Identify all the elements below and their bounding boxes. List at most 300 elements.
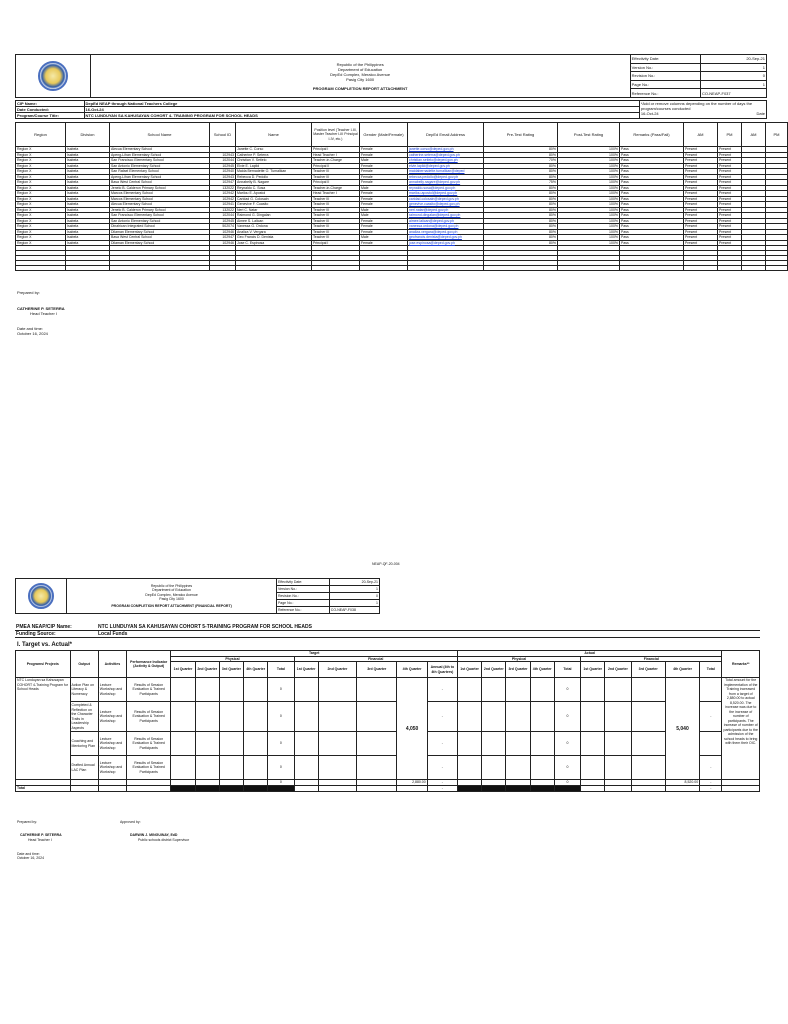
actual-physical-header: Physical [457, 656, 580, 662]
email-link[interactable]: rebecca.pedollo@deped.gov.ph [408, 174, 484, 180]
agency-line: Pasig City 1600 [159, 597, 184, 602]
table-cell: 80% [484, 169, 558, 175]
info-label: Date Conducted: [16, 107, 85, 113]
doc2-prepared-label: Prepared by: [17, 820, 38, 824]
email-link[interactable]: jose.espinosa@deped.gov.ph [408, 240, 484, 246]
meta-label: Version No.: [630, 63, 700, 72]
table-cell: Region X [16, 229, 66, 235]
table-cell: Present [684, 229, 718, 235]
table-cell: 102943 [210, 152, 236, 158]
actual-physical-total: 0 [554, 702, 580, 732]
table-cell: Teacher III [312, 207, 360, 213]
table-cell: 102942 [210, 196, 236, 202]
table-cell: Catherine P. Seterra [236, 152, 312, 158]
table-cell: Janette C. Corso [236, 147, 312, 153]
column-header: Name [236, 123, 312, 147]
email-link[interactable]: analiza.vergara@deped.gov.ph [408, 229, 484, 235]
target-header: Target [171, 651, 458, 657]
email-link[interactable]: raimond.dingalan@deped.gov.ph [408, 213, 484, 219]
table-cell: Region X [16, 240, 66, 246]
col-indicator-header: Performance Indicator (Activity & Output) [127, 651, 171, 678]
table-cell: Present [684, 180, 718, 186]
email-link[interactable]: catherine.seterra@deped.gov.ph [408, 152, 484, 158]
doc1-date-label: Date and time: [17, 326, 44, 331]
table-cell: Pass [620, 147, 684, 153]
doc2-header [15, 578, 380, 614]
table-cell: 100% [558, 169, 620, 175]
table-cell: Region X [16, 202, 66, 208]
table-cell: Present [684, 213, 718, 219]
table-cell: Female [360, 191, 408, 197]
table-cell: 132022 [210, 207, 236, 213]
table-cell: Dinahican Integrated School [110, 224, 210, 230]
meta-value: 0 [329, 592, 379, 599]
fin-quarter-header: Annual (4th to 4th Quarters) [427, 662, 457, 678]
actual-physical-total: 0 [554, 756, 580, 780]
table-cell: Analiza V. Vergara [236, 229, 312, 235]
table-cell: 80% [484, 147, 558, 153]
dash-cell: - [427, 702, 457, 732]
table-cell: Present [718, 185, 742, 191]
meta-value: 1 [329, 585, 379, 592]
table-cell: Rebecca D. Pedollo [236, 174, 312, 180]
table-cell: Female [360, 202, 408, 208]
column-header: AM [742, 123, 766, 147]
table-cell: Pass [620, 152, 684, 158]
email-link[interactable]: neri.natar@deped.gov.ph [408, 207, 484, 213]
table-cell: Pass [620, 180, 684, 186]
meta-value: 20-Sep-21 [329, 579, 379, 586]
meta-label: Effectivity Date: [276, 579, 329, 586]
table-cell: Pass [620, 163, 684, 169]
table-cell: Region X [16, 224, 66, 230]
table-cell: Female [360, 229, 408, 235]
info-label: Program/Course Title: [16, 113, 85, 119]
agency-line: Department of Education [338, 66, 383, 72]
dash-cell: - [700, 786, 722, 792]
table-cell: Female [360, 218, 408, 224]
table-cell: Present [684, 152, 718, 158]
table-cell: Present [718, 158, 742, 164]
table-cell: 80% [484, 224, 558, 230]
activities-cell: Lecture Workshop and Workshop [98, 756, 126, 780]
table-cell: Marcos Elementary School [110, 196, 210, 202]
info-value: DepEd NEAP through National Teachers College [84, 101, 639, 107]
table-cell: Pass [620, 229, 684, 235]
table-cell: Present [684, 224, 718, 230]
table-header-row [16, 123, 788, 147]
table-cell: Isabela [66, 229, 110, 235]
table-cell: Present [684, 202, 718, 208]
actual-fin-amount: 5,040 [665, 678, 699, 780]
fin-quarter-header: 2nd Quarter [605, 662, 631, 678]
table-cell: 80% [484, 240, 558, 246]
doc1-seal-cell [16, 55, 91, 98]
agency-line: Republic of the Philippines [150, 583, 193, 588]
column-header: Post-Test Rating [558, 123, 620, 147]
table-cell: Present [684, 240, 718, 246]
table-cell: Isabela [66, 202, 110, 208]
table-cell: Isabela [66, 174, 110, 180]
table-cell: Isabela [66, 185, 110, 191]
table-cell: Principal II [312, 163, 360, 169]
activities-cell: Lecture Workshop and Workshop [98, 678, 126, 702]
table-cell: Geo Francis D. Denista [236, 235, 312, 241]
table-cell: Isabela [66, 147, 110, 153]
dash-cell: - [700, 702, 722, 732]
table-cell: Isabela [66, 180, 110, 186]
table-cell: Present [718, 163, 742, 169]
indicator-cell: Results of Session Evaluation & Trained Participants [127, 756, 171, 780]
table-cell: Region X [16, 180, 66, 186]
dash-cell: - [427, 780, 457, 786]
fin-quarter-header: 1st Quarter [294, 662, 318, 678]
program-name: NTC Lunduyan sa Kahusayan COHORT 4-Training Program for School Heads [16, 678, 71, 780]
info-label: CIP Name: [16, 101, 85, 107]
table-cell: Teacher III [312, 196, 360, 202]
table-cell: Present [684, 196, 718, 202]
doc2-seal-cell [16, 579, 67, 614]
total-row [16, 786, 760, 792]
table-cell: 100% [558, 213, 620, 219]
table-cell: Present [684, 163, 718, 169]
fin-quarter-header: 4th Quarter [397, 662, 427, 678]
output-cell: Action Plan on Literacy & Numeracy [70, 678, 98, 702]
meta-value: 0 [700, 72, 766, 81]
col-programs-header: Programs/ Projects [16, 651, 71, 678]
table-cell: Female [360, 163, 408, 169]
table-cell: Present [718, 207, 742, 213]
column-header: Gender (Male/Female) [360, 123, 408, 147]
table-cell: 102940 [210, 169, 236, 175]
email-link[interactable]: christian.setielo@deped.gov.ph [408, 158, 484, 164]
table-cell: Isabela [66, 158, 110, 164]
email-link[interactable]: maidabernadette.tumalikan@deped [408, 169, 484, 175]
email-link[interactable]: vanessa.ordona@deped.gov.ph [408, 224, 484, 230]
fin-quarter-header: 2nd Quarter [318, 662, 356, 678]
table-cell: 75% [484, 180, 558, 186]
table-cell: Pass [620, 218, 684, 224]
note-date: 16-Oct-24 [640, 111, 659, 116]
table-row [16, 756, 760, 780]
table-cell: Apeng-Lihan Elementary School [110, 152, 210, 158]
table-cell: Present [684, 207, 718, 213]
note-date-label: Date [756, 111, 765, 116]
table-cell: Vanessa G. Ordona [236, 224, 312, 230]
table-cell: Marilou E. Apostol [236, 191, 312, 197]
table-cell: Female [360, 147, 408, 153]
table-cell: 80% [484, 213, 558, 219]
table-cell: Teacher III [312, 174, 360, 180]
fin-quarter-header: 3rd Quarter [631, 662, 665, 678]
subtotal-actual: 8,520.00 [665, 780, 699, 786]
table-cell: Isabela [66, 196, 110, 202]
email-link[interactable]: marilou.apostol@deped.gov.ph [408, 191, 484, 197]
table-cell: Female [360, 240, 408, 246]
col-output-header: Output [70, 651, 98, 678]
doc1-prepared-label: Prepared by: [17, 290, 40, 295]
column-header: Position level (Teacher I-III, Master Teacher I-III Principal I-IV, etc.) [312, 123, 360, 147]
table-cell: 102946 [210, 229, 236, 235]
table-cell: Present [718, 169, 742, 175]
doc1-participants-table [15, 122, 780, 271]
table-cell: Region X [16, 158, 66, 164]
table-cell: Present [684, 235, 718, 241]
table-cell: Present [718, 180, 742, 186]
email-link[interactable]: aimee.lalican@deped.gov.ph [408, 218, 484, 224]
table-cell: San Rafael Elementary School [110, 169, 210, 175]
table-cell: 100% [558, 235, 620, 241]
table-cell: 70% [484, 158, 558, 164]
doc2-info [15, 624, 760, 638]
table-cell: Present [684, 185, 718, 191]
table-cell: 102947 [210, 235, 236, 241]
meta-label: Page No.: [630, 80, 700, 89]
quarter-header: Total [268, 662, 294, 678]
target-fin-amount: 4,050 [397, 678, 427, 780]
table-cell: Isabela [66, 213, 110, 219]
table-cell: Isabela [66, 207, 110, 213]
table-cell: Region X [16, 169, 66, 175]
dash-cell: - [427, 678, 457, 702]
table-cell: Present [718, 202, 742, 208]
table-cell: Teacher III [312, 202, 360, 208]
table-cell: Isabela [66, 163, 110, 169]
table-cell: San Francisco Elementary School [110, 158, 210, 164]
email-link[interactable]: janette.corso@deped.gov.ph [408, 147, 484, 153]
table-cell: Present [684, 158, 718, 164]
table-cell: Present [684, 218, 718, 224]
table-cell: Isabela [66, 240, 110, 246]
table-cell: Teacher-in-Charge [312, 158, 360, 164]
table-cell: 100% [558, 163, 620, 169]
table-cell: Alecua Elementary School [110, 202, 210, 208]
agency-line: Department of Education [152, 588, 191, 593]
table-cell: Elvie E. Laplid [236, 163, 312, 169]
doc1-prepared-name: CATHERINE P. SETERRA [17, 306, 65, 311]
table-row [16, 732, 760, 756]
table-cell: Head Teacher I [312, 152, 360, 158]
table-cell: Isabela [66, 152, 110, 158]
table-cell: San Antonio Elementary School [110, 218, 210, 224]
table-cell: Basa West Central School [110, 235, 210, 241]
table-cell: 100% [558, 180, 620, 186]
doc2-financial-table [15, 650, 760, 792]
meta-label: Revision No.: [630, 72, 700, 81]
actual-physical-total: 0 [554, 732, 580, 756]
agency-line: DepEd Complex, Meralco Avenue [145, 592, 198, 597]
info-label: PMEA NEAP/CIP Name: [15, 624, 97, 631]
table-cell: Pass [620, 224, 684, 230]
table-cell: Male [360, 213, 408, 219]
output-cell: Drafted Annual LAC Plan [70, 756, 98, 780]
table-cell: Teacher III [312, 169, 360, 175]
quarter-header: 1st Quarter [457, 662, 481, 678]
table-cell: 80% [484, 218, 558, 224]
table-cell: Male [360, 235, 408, 241]
table-cell: Pass [620, 235, 684, 241]
meta-label: Effectivity Date: [630, 55, 700, 64]
doc1-agency-block [90, 55, 630, 98]
table-cell: Pass [620, 185, 684, 191]
column-header: Remarks (Pass/Fail) [620, 123, 684, 147]
dash-cell: - [700, 756, 722, 780]
table-cell: Pass [620, 240, 684, 246]
table-cell: Pass [620, 196, 684, 202]
table-cell: Teacher III [312, 213, 360, 219]
meta-label: Version No.: [276, 585, 329, 592]
table-cell: Aimee S. Lalican [236, 218, 312, 224]
table-cell: 100% [558, 202, 620, 208]
table-cell: Female [360, 180, 408, 186]
fin-quarter-header: 3rd Quarter [357, 662, 397, 678]
participants-body [16, 147, 788, 271]
table-cell: 80% [484, 202, 558, 208]
fin-quarter-header: 4th Quarter [665, 662, 699, 678]
table-cell: Head Teacher I [312, 191, 360, 197]
table-cell: Region X [16, 191, 66, 197]
indicator-cell: Results of Session Evaluation & Trained Participants [127, 732, 171, 756]
quarter-header: 3rd Quarter [219, 662, 243, 678]
table-cell: 100% [558, 240, 620, 246]
table-cell: Male [360, 185, 408, 191]
deped-seal-icon [38, 61, 68, 91]
email-link[interactable]: genevive.cuasito@deped.gov.ph [408, 202, 484, 208]
target-physical-total: 0 [268, 732, 294, 756]
table-cell: Male [360, 158, 408, 164]
table-cell: Jose C. Espinosa [236, 240, 312, 246]
table-cell: Region X [16, 196, 66, 202]
email-link[interactable]: annabelly.nagare@deped.gov.ph [408, 180, 484, 186]
table-cell: 80% [484, 185, 558, 191]
table-cell: Pass [620, 202, 684, 208]
table-cell: 102943 [210, 174, 236, 180]
doc2-approved-label: Approved by: [120, 820, 141, 824]
table-cell: Region X [16, 235, 66, 241]
agency-line: Republic of the Philippines [336, 61, 384, 67]
email-link[interactable]: geofrancis.denista@deped.gov.ph [408, 235, 484, 241]
subtotal-zero: 0 [268, 780, 294, 786]
target-physical-total: 0 [268, 756, 294, 780]
table-cell: Female [360, 196, 408, 202]
table-cell: 100% [558, 191, 620, 197]
table-cell: 100% [558, 185, 620, 191]
email-link[interactable]: caridad.colosain@deped.gov.ph [408, 196, 484, 202]
table-cell: 102941 [210, 202, 236, 208]
actual-financial-header: Financial [581, 656, 722, 662]
meta-label: Reference No.: [630, 89, 700, 98]
table-cell: 80% [484, 229, 558, 235]
table-cell: San Francisco Elementary School [110, 213, 210, 219]
output-cell: Coaching and Mentoring Plan [70, 732, 98, 756]
table-cell: Present [718, 152, 742, 158]
table-cell: 132022 [210, 185, 236, 191]
actual-header: Actual [457, 651, 722, 657]
total-label: Total [16, 786, 71, 792]
output-cell: Completed & Reflection on the Character Traits in Leadership Aspects [70, 702, 98, 732]
column-header: PM [718, 123, 742, 147]
table-cell: Region X [16, 213, 66, 219]
table-cell: Present [684, 174, 718, 180]
doc2-prepared-title: Head Teacher I [28, 838, 52, 842]
dash-cell: - [427, 732, 457, 756]
deped-seal-icon [28, 583, 54, 609]
target-physical-total: 0 [268, 678, 294, 702]
table-cell: 100% [558, 196, 620, 202]
doc1-title: PROGRAM COMPLETION REPORT ATTACHMENT [312, 85, 408, 91]
table-cell: Pass [620, 191, 684, 197]
col-remarks-header: Remarks** [722, 651, 760, 678]
table-cell: Female [360, 224, 408, 230]
doc2-agency-block [67, 579, 277, 614]
table-cell: Isabela [66, 235, 110, 241]
info-value: 16-Oct-24 [84, 107, 639, 113]
col-activities-header: Activities [98, 651, 126, 678]
table-cell: Pass [620, 174, 684, 180]
table-cell: 102044 [210, 158, 236, 164]
table-cell: 80% [484, 196, 558, 202]
table-cell: 102942 [210, 191, 236, 197]
table-cell: 100% [558, 147, 620, 153]
table-cell: Teacher III [312, 218, 360, 224]
table-cell: 100% [558, 158, 620, 164]
column-header: School Name [110, 123, 210, 147]
column-header: School ID [210, 123, 236, 147]
table-cell: Present [718, 196, 742, 202]
activities-cell: Lecture Workshop and Workshop [98, 732, 126, 756]
meta-value: 20-Sep-21 [700, 55, 766, 64]
table-cell: Region X [16, 163, 66, 169]
table-cell: Present [718, 240, 742, 246]
meta-value: 1 [329, 599, 379, 606]
table-row [16, 702, 760, 732]
table-cell: 102945 [210, 163, 236, 169]
actual-physical-total: 0 [554, 678, 580, 702]
email-link[interactable]: reynaldo.sosa@deped.gov.ph [408, 185, 484, 191]
table-cell: Alecua Elementary School [110, 147, 210, 153]
email-link[interactable]: elvie.laplid@deped.gov.ph [408, 163, 484, 169]
table-cell: Region X [16, 218, 66, 224]
doc2-prepared-name: CATHERINE P. SETERRA [20, 833, 62, 837]
table-cell: Annabelly B. Nagare [236, 180, 312, 186]
dash-cell: - [700, 780, 722, 786]
info-value: Local Funds [97, 631, 760, 638]
doc1-note [639, 101, 766, 119]
table-cell: 502074 [210, 224, 236, 230]
table-cell: Present [718, 213, 742, 219]
agency-line: Pasig City 1600 [346, 76, 375, 82]
doc2-section-title: I. Target vs. Actual* [17, 642, 73, 648]
table-cell: Present [684, 147, 718, 153]
table-cell: Present [684, 169, 718, 175]
table-cell: Region X [16, 152, 66, 158]
doc2-date-label: Date and time: [17, 852, 40, 856]
table-cell: Pass [620, 207, 684, 213]
table-cell: Basa West Central School [110, 180, 210, 186]
table-cell: Christian V. Setielo [236, 158, 312, 164]
table-cell: 102946 [210, 240, 236, 246]
column-header: AM [684, 123, 718, 147]
table-cell: Maida Bernadette O. Tumalikan [236, 169, 312, 175]
table-cell: Present [718, 191, 742, 197]
quarter-header: 1st Quarter [171, 662, 195, 678]
doc2-approved-name: DARWIN J. MINGUINAY, EdD [130, 833, 178, 837]
table-cell: Dilaman Elementary School [110, 229, 210, 235]
table-cell: Present [718, 147, 742, 153]
table-cell: 80% [484, 235, 558, 241]
table-cell: San Antonio Elementary School [110, 163, 210, 169]
indicator-cell: Results of Session Evaluation & Trained Participants [127, 702, 171, 732]
